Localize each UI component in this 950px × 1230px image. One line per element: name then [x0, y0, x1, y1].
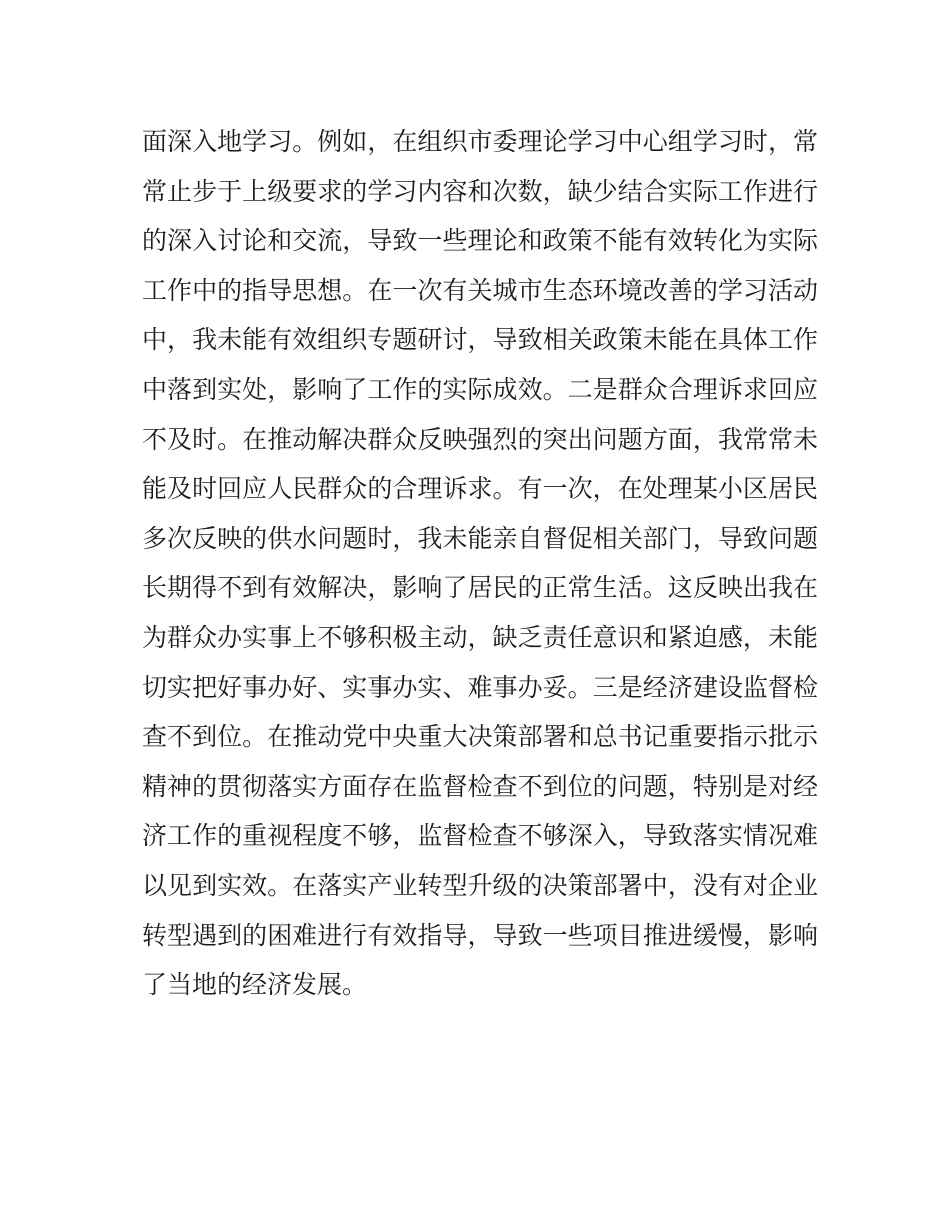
text-line: 切实把好事办好、实事办实、难事办妥。三是经济建设监督检 — [142, 672, 818, 702]
text-line: 为群众办实事上不够积极主动，缺乏责任意识和紧迫感，未能 — [142, 622, 818, 652]
text-line: 以见到实效。在落实产业转型升级的决策部署中，没有对企业 — [142, 870, 818, 900]
text-line: 工作中的指导思想。在一次有关城市生态环境改善的学习活动 — [142, 275, 818, 305]
body-paragraph — [142, 117, 818, 1010]
text-line-last: 了当地的经济发展。 — [142, 970, 368, 1000]
text-line: 转型遇到的困难进行有效指导，导致一些项目推进缓慢，影响 — [142, 920, 818, 950]
text-line: 的深入讨论和交流，导致一些理论和政策不能有效转化为实际 — [142, 226, 818, 256]
text-line: 中，我未能有效组织专题研讨，导致相关政策未能在具体工作 — [142, 325, 818, 355]
text-line: 济工作的重视程度不够，监督检查不够深入，导致落实情况难 — [142, 821, 818, 851]
text-line: 多次反映的供水问题时，我未能亲自督促相关部门，导致问题 — [142, 523, 818, 553]
text-line: 长期得不到有效解决，影响了居民的正常生活。这反映出我在 — [142, 573, 818, 603]
text-line: 中落到实处，影响了工作的实际成效。二是群众合理诉求回应 — [142, 374, 818, 404]
text-line: 常止步于上级要求的学习内容和次数，缺少结合实际工作进行 — [142, 176, 818, 206]
text-line: 能及时回应人民群众的合理诉求。有一次，在处理某小区居民 — [142, 474, 818, 504]
text-line: 查不到位。在推动党中央重大决策部署和总书记重要指示批示 — [142, 722, 818, 752]
text-line: 不及时。在推动解决群众反映强烈的突出问题方面，我常常未 — [142, 424, 818, 454]
text-line: 面深入地学习。例如，在组织市委理论学习中心组学习时，常 — [142, 127, 818, 156]
text-line: 精神的贯彻落实方面存在监督检查不到位的问题，特别是对经 — [142, 771, 818, 801]
